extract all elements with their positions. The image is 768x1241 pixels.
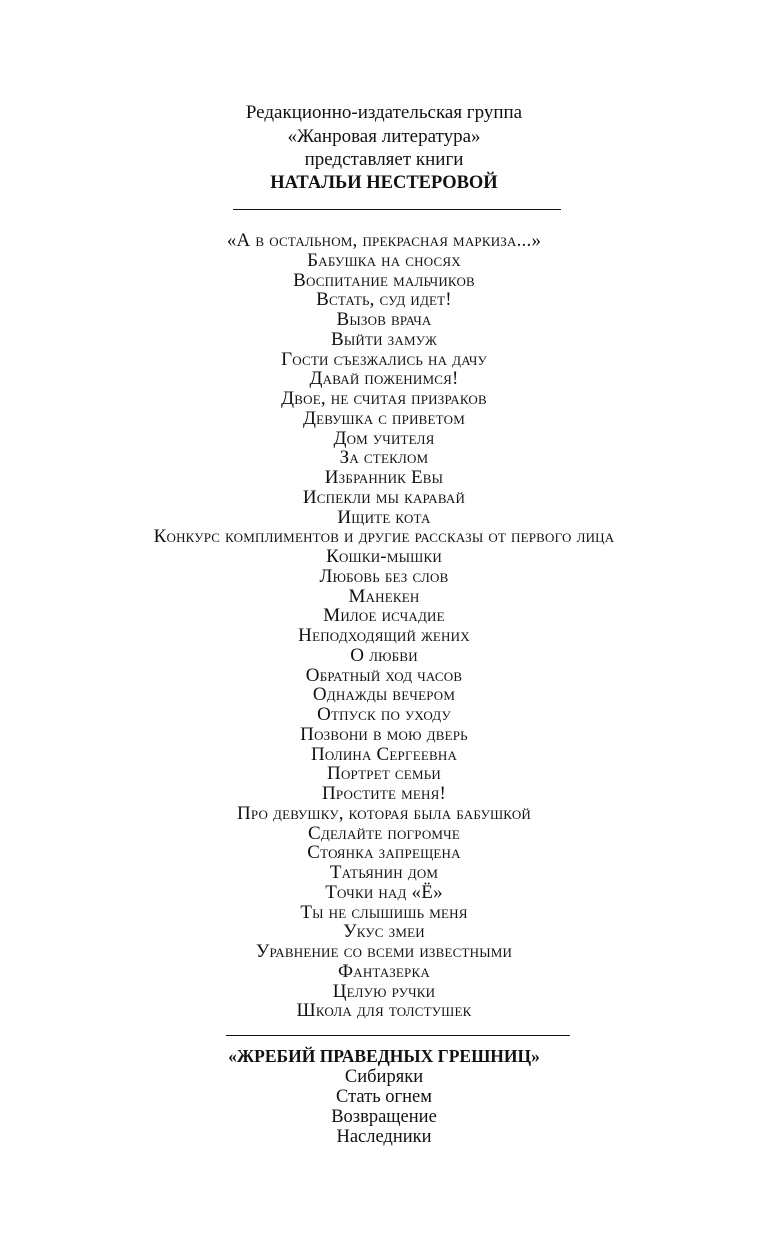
book-title: Девушка с приветом bbox=[302, 407, 465, 429]
book-title: Воспитание мальчиков bbox=[293, 269, 475, 291]
series-book-title: Наследники bbox=[336, 1127, 432, 1147]
book-title: Однажды вечером bbox=[312, 684, 456, 706]
book-title: Простите меня! bbox=[322, 783, 446, 804]
book-title: Татьянин дом bbox=[329, 862, 439, 883]
book-titles-list bbox=[0, 231, 768, 1021]
book-title: О любви bbox=[350, 644, 418, 666]
series-book-title: Сибиряки bbox=[344, 1067, 424, 1087]
book-title: Испекли мы каравай bbox=[302, 486, 466, 508]
book-title: Уравнение со всеми известными bbox=[255, 941, 513, 962]
author-name: НАТАЛЬИ НЕСТЕРОВОЙ bbox=[270, 172, 498, 193]
book-title: Сделайте погромче bbox=[308, 822, 460, 844]
book-title: Милое исчадие bbox=[323, 605, 445, 627]
book-title: Встать, суд идет! bbox=[316, 289, 452, 311]
publisher-header bbox=[0, 101, 768, 195]
book-title: Гости съезжались на дачу bbox=[281, 348, 487, 370]
book-title: Отпуск по уходу bbox=[317, 704, 451, 725]
book-title: Ищите кота bbox=[337, 506, 431, 528]
book-title: Стоянка запрещена bbox=[307, 842, 461, 864]
book-title: Про девушку, которая была бабушкой bbox=[236, 802, 532, 824]
book-title: Кошки-мышки bbox=[326, 546, 442, 567]
book-title: Целую ручки bbox=[332, 980, 436, 1002]
book-title: Манекен bbox=[348, 585, 420, 607]
book-title: Дом учителя bbox=[333, 427, 435, 449]
book-title: Школа для толстушек bbox=[296, 1000, 472, 1022]
series-list bbox=[0, 1067, 768, 1147]
book-title: Избранник Евы bbox=[324, 467, 444, 488]
book-title: Ты не слышишь меня bbox=[300, 901, 468, 923]
series-book-title: Стать огнем bbox=[336, 1087, 432, 1107]
book-title: Бабушка на сносях bbox=[307, 249, 461, 271]
book-title: Выйти замуж bbox=[331, 328, 437, 350]
book-title: Обратный ход часов bbox=[305, 664, 463, 686]
series-book-title: Возвращение bbox=[331, 1107, 437, 1127]
book-title: Любовь без слов bbox=[319, 565, 449, 587]
publisher-line-1: Редакционно-издательская группа bbox=[245, 102, 523, 123]
book-title: За стеклом bbox=[339, 447, 429, 469]
book-title: Давай поженимся! bbox=[309, 368, 459, 390]
book-title: Двое, не считая призраков bbox=[281, 388, 487, 409]
book-title: Портрет семьи bbox=[327, 763, 441, 785]
book-title: Позвони в мою дверь bbox=[300, 723, 468, 745]
book-title: Фантазерка bbox=[338, 960, 430, 982]
book-title: Неподходящий жених bbox=[298, 625, 470, 646]
book-title: Конкурс комплиментов и другие рассказы от первого лица bbox=[153, 526, 615, 548]
book-title: «А в остальном, прекрасная маркиза...» bbox=[226, 230, 542, 251]
book-title: Точки над «Ё» bbox=[325, 881, 443, 903]
divider-bottom bbox=[226, 1035, 570, 1036]
publisher-line-3: представляет книги bbox=[304, 149, 464, 170]
book-title: Укус змеи bbox=[343, 921, 425, 943]
series-block bbox=[0, 1045, 768, 1147]
publisher-line-2: «Жанровая литература» bbox=[287, 125, 481, 147]
book-title: Вызов врача bbox=[336, 309, 432, 330]
divider-top bbox=[233, 209, 561, 210]
book-title: Полина Сергеевна bbox=[310, 743, 458, 765]
series-title: «ЖРЕБИЙ ПРАВЕДНЫХ ГРЕШНИЦ» bbox=[228, 1046, 540, 1066]
